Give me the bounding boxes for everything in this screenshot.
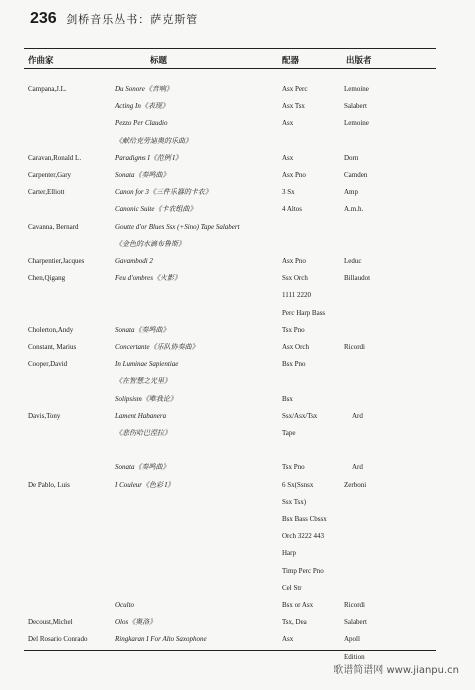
cell-title: Paradigms I《范例 I》 (115, 153, 182, 162)
cell-scoring: 3 Sx (282, 188, 295, 197)
cell-title: Acting In《表现》 (115, 102, 169, 111)
cell-scoring: Timp Perc Pno (282, 566, 324, 575)
table-row (0, 286, 475, 304)
cell-title: Ringkaran I For Alto Saxophone (115, 635, 207, 644)
table-row (0, 200, 475, 218)
bottom-rule (24, 650, 436, 651)
cell-scoring: Asx (282, 153, 294, 162)
cell-title: Goutte d'or Blues Ssx (+Sino) Tape Salabert (115, 222, 240, 231)
table-row (0, 476, 475, 494)
table-row (0, 149, 475, 167)
table-row (0, 596, 475, 614)
cell-publisher: Salabert (344, 102, 367, 111)
col-composer: 作曲家 (28, 55, 54, 65)
cell-scoring: Tsx Pno (282, 325, 305, 334)
cell-title: Pezzo Per Claudio (115, 119, 168, 128)
table-row (0, 510, 475, 528)
cell-scoring: Orch 3222 443 (282, 532, 324, 541)
cell-scoring: Asx Perc (282, 85, 308, 93)
cell-title: In Luminae Sapientiae (115, 360, 179, 369)
table-row (0, 235, 475, 253)
table-row (0, 407, 475, 425)
cell-scoring: Bsx Pno (282, 360, 306, 369)
table-row (0, 544, 475, 562)
cell-scoring: Asx Pno (282, 171, 306, 179)
cell-composer: Carter,Elliott (28, 188, 65, 197)
cell-scoring: Asx (282, 635, 294, 644)
cell-scoring: Asx (282, 119, 294, 128)
cell-publisher: Lemoine (344, 119, 369, 128)
table-row (0, 562, 475, 580)
table-row (0, 458, 475, 476)
table-row (0, 630, 475, 648)
cell-publisher: Ard (352, 463, 363, 472)
cell-title: Sonata《奏鸣曲》 (115, 463, 170, 472)
cell-scoring: Tsx Pno (282, 463, 305, 472)
cell-scoring: Asx Orch (282, 343, 310, 351)
table-row (0, 579, 475, 597)
cell-composer: Chen,Qigang (28, 274, 66, 283)
cell-publisher: Apoll (344, 635, 360, 644)
cell-scoring: Tape (282, 429, 296, 437)
cell-publisher: Billaudot (344, 274, 371, 283)
cell-scoring: Bsx or Asx (282, 601, 314, 609)
table-row (0, 304, 475, 322)
table-row (0, 424, 475, 442)
cell-title: Olos《奥洛》 (115, 618, 157, 627)
table-row (0, 80, 475, 98)
table-row (0, 338, 475, 356)
cell-publisher: Ricordi (344, 343, 365, 351)
col-publisher: 出版者 (346, 55, 372, 65)
top-rule (24, 48, 436, 49)
table-row (0, 527, 475, 545)
cell-scoring: Asx Pno (282, 257, 306, 265)
header-rule (24, 68, 436, 69)
table-row (0, 372, 475, 390)
cell-title: Sonata《奏鸣曲》 (115, 171, 170, 179)
cell-publisher: Amp (344, 188, 358, 197)
cell-publisher: A.m.h. (344, 205, 364, 214)
cell-scoring: 4 Altos (282, 205, 303, 214)
table-row (0, 183, 475, 201)
cell-title: I Couleur《色彩 I》 (115, 480, 175, 489)
cell-composer: Constant, Marius (28, 343, 77, 351)
cell-scoring: Cel Str (282, 583, 302, 592)
cell-scoring: Bsx (282, 394, 293, 403)
cell-title: Solipsism《唯我论》 (115, 394, 177, 403)
cell-scoring: Ssx Orch (282, 274, 308, 283)
cell-title: 《悲伤哈巴涅拉》 (115, 429, 171, 437)
cell-composer: Del Rosario Conrado (28, 635, 88, 644)
cell-composer: Cholerton,Andy (28, 325, 74, 334)
cell-composer: Cooper,David (28, 360, 68, 369)
table-row (0, 166, 475, 184)
table-row (0, 613, 475, 631)
cell-scoring: Ssx Tsx) (282, 497, 307, 506)
cell-publisher: Lemoine (344, 85, 369, 93)
book-title: 剑桥音乐丛书：萨克斯管 (66, 14, 199, 26)
cell-title: Canonic Suite《卡农组曲》 (115, 205, 197, 214)
cell-publisher: Edition (344, 652, 365, 661)
cell-scoring: Harp (282, 549, 296, 558)
cell-publisher: Ard (352, 411, 363, 420)
cell-title: Concertante《乐队协奏曲》 (115, 343, 199, 351)
cell-scoring: 1111 2220 (282, 291, 311, 300)
cell-title: 《献给克劳迪奥的乐曲》 (115, 136, 192, 145)
cell-composer: Davis,Tony (28, 411, 61, 420)
col-title: 标题 (150, 55, 168, 65)
cell-composer: Caravan,Ronald L. (28, 153, 82, 162)
cell-publisher: Salabert (344, 618, 367, 627)
table-row (0, 97, 475, 115)
cell-title: Gavambodi 2 (115, 257, 153, 265)
table-row (0, 269, 475, 287)
cell-composer: De Pablo, Luis (28, 480, 70, 489)
table-row (0, 218, 475, 236)
cell-scoring: Tsx, Dea (282, 618, 307, 627)
cell-scoring: Asx Tsx (282, 102, 305, 111)
cell-composer: Charpentier,Jacques (28, 257, 85, 265)
table-row (0, 355, 475, 373)
cell-publisher: Leduc (344, 257, 362, 265)
cell-composer: Campana,J.L. (28, 85, 67, 93)
cell-title: 《在智慧之光里》 (115, 377, 171, 386)
table-row (0, 252, 475, 270)
table-row (0, 441, 475, 459)
cell-title: 《金色的水滴布鲁斯》 (115, 239, 185, 248)
page-number: 236 (30, 10, 57, 27)
cell-composer: Carpenter,Gary (28, 171, 72, 179)
table-row (0, 493, 475, 511)
table-row (0, 321, 475, 339)
cell-composer: Decoust,Michel (28, 618, 73, 627)
cell-scoring: Bsx Bass Cbssx (282, 515, 327, 523)
page-header (30, 10, 198, 28)
cell-title: Sonata《奏鸣曲》 (115, 325, 170, 334)
cell-title: Du Sonore《音响》 (115, 85, 173, 93)
cell-title: Canon for 3《三件乐器的卡农》 (115, 188, 212, 197)
cell-scoring: Ssx/Asx/Tsx (282, 411, 318, 420)
cell-scoring: 6 Sx(Ssnsx (282, 480, 314, 489)
cell-title: Lament Habanera (115, 411, 167, 420)
cell-publisher: Ricordi (344, 601, 365, 609)
cell-scoring: Perc Harp Bass (282, 308, 326, 317)
cell-publisher: Dorn (344, 153, 359, 162)
table-row (0, 114, 475, 132)
cell-publisher: Camden (344, 171, 368, 179)
cell-title: Oculto (115, 601, 135, 609)
cell-publisher: Zerboni (344, 480, 367, 489)
table-row (0, 390, 475, 408)
table-row (0, 132, 475, 150)
watermark: 歌谱简谱网 www.jianpu.cn (333, 665, 459, 676)
cell-title: Feu d'ombres《火影》 (115, 274, 181, 283)
col-scoring: 配器 (282, 55, 300, 65)
cell-composer: Cavanna, Bernard (28, 222, 79, 231)
